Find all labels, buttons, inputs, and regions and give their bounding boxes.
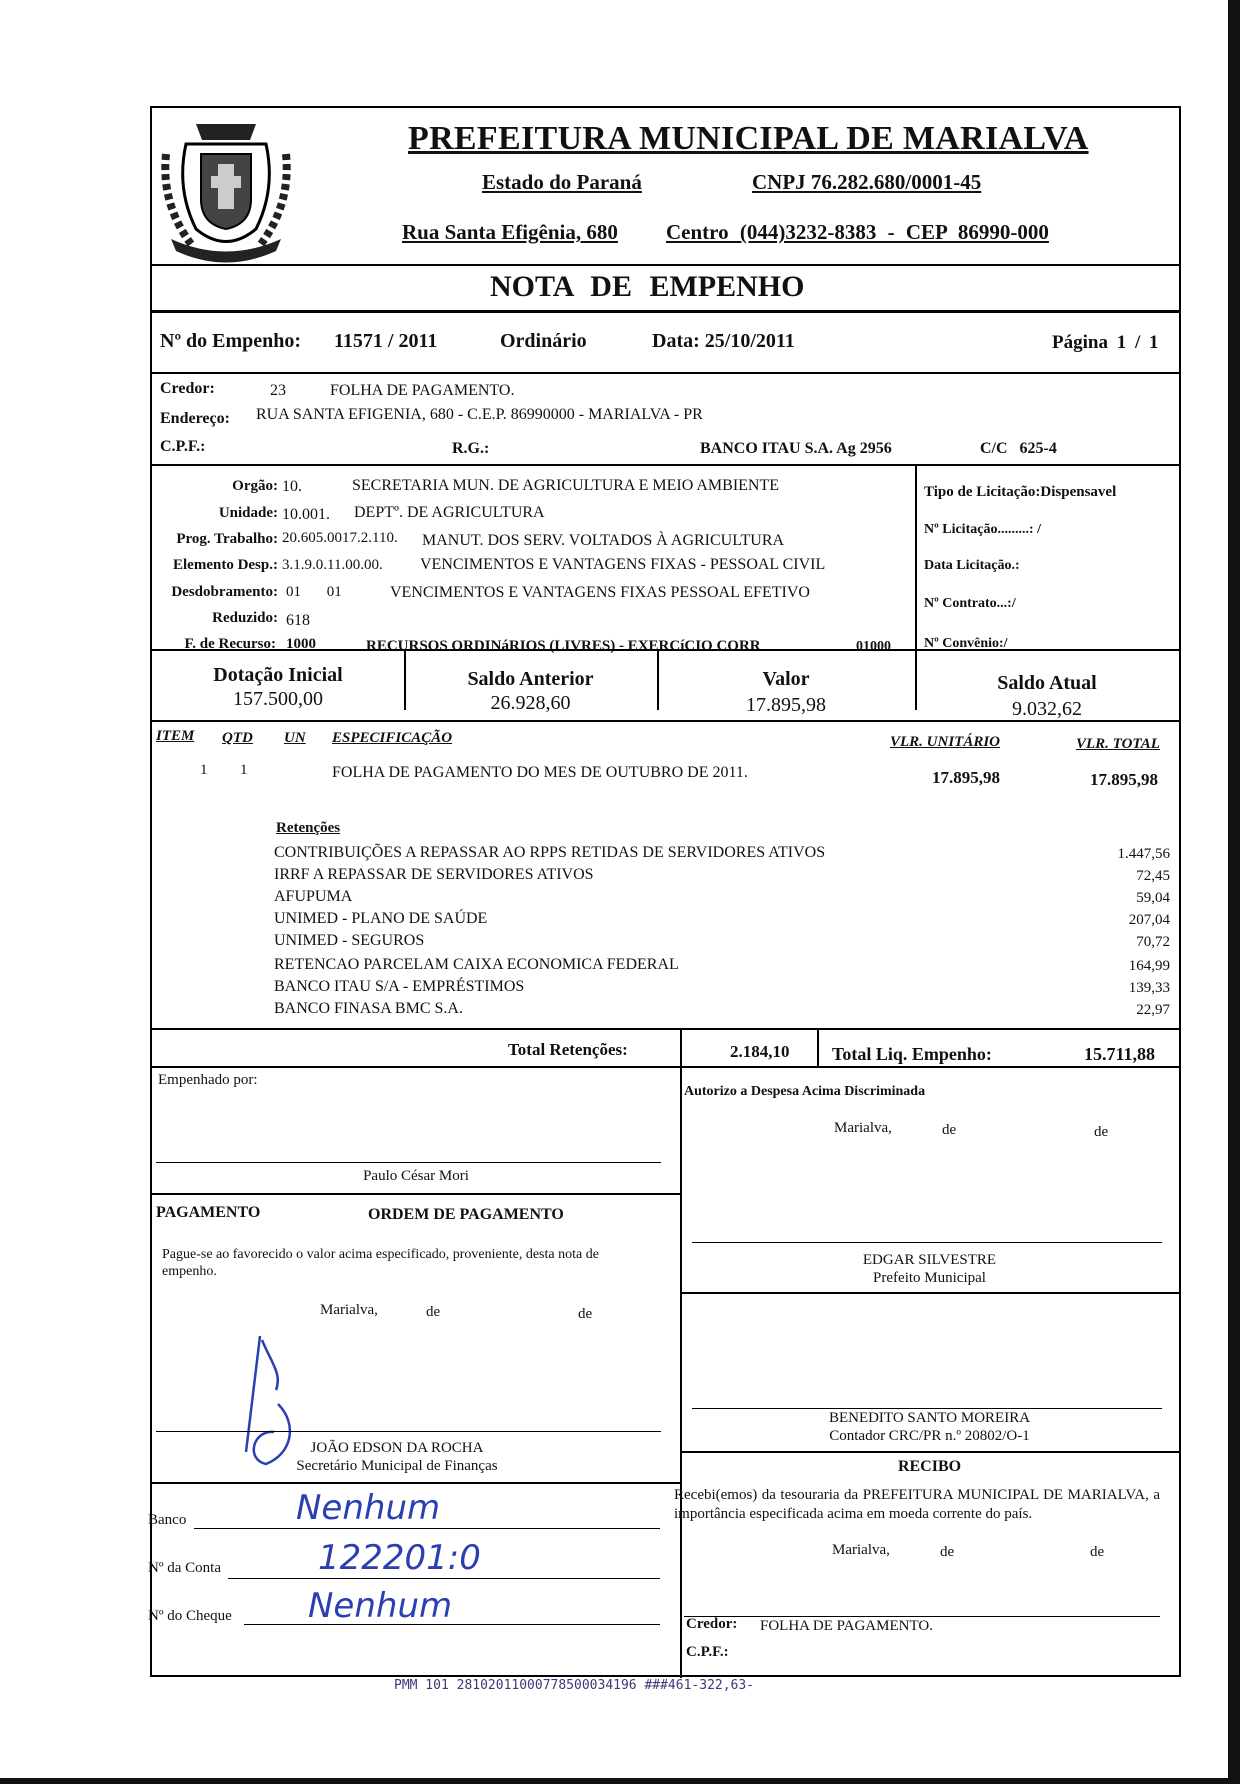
dotacao-label: Dotação Inicial — [213, 664, 343, 686]
divider — [152, 264, 1179, 266]
item-spec: FOLHA DE PAGAMENTO DO MES DE OUTUBRO DE 2011. — [332, 764, 748, 781]
empenho-date: Data: 25/10/2011 — [652, 330, 795, 352]
elemento-name: VENCIMENTOS E VANTAGENS FIXAS - PESSOAL CIVIL — [420, 556, 826, 573]
credor-name: FOLHA DE PAGAMENTO. — [330, 382, 515, 399]
reduzido-code: 618 — [286, 612, 310, 629]
marialva-label: Marialva, — [832, 1542, 890, 1558]
signature-line — [692, 1408, 1162, 1409]
recibo-cpf-label: C.P.F.: — [686, 1644, 729, 1660]
unidade-label: Unidade: — [218, 505, 278, 521]
divider — [680, 1028, 682, 1678]
empenho-type: Ordinário — [500, 330, 587, 352]
address-text: Rua Santa Efigênia, 680 — [402, 220, 618, 244]
divider — [680, 1292, 1179, 1294]
banco-line[interactable] — [194, 1528, 660, 1529]
banco-handwritten: Nenhum — [296, 1488, 441, 1528]
prefeito-name: EDGAR SILVESTRE — [862, 1252, 997, 1268]
total-liquido-label: Total Liq. Empenho: — [832, 1044, 992, 1064]
recibo-credor-label: Credor: — [686, 1616, 738, 1632]
recibo-title: RECIBO — [897, 1458, 962, 1475]
orgao-label: Orgão: — [232, 478, 278, 494]
col-header-un: UN — [284, 730, 306, 746]
contact-text: Centro (044)3232-8383 - CEP 86990-000 — [666, 220, 1049, 244]
reduzido-label: Reduzido: — [212, 610, 278, 626]
elemento-code: 3.1.9.0.11.00.00. — [282, 557, 383, 573]
credor-code: 23 — [270, 382, 286, 399]
banco-label: Banco — [148, 1512, 187, 1528]
de-label: de — [1094, 1124, 1109, 1140]
orgao-name: SECRETARIA MUN. DE AGRICULTURA E MEIO AMBIENTE — [352, 477, 780, 494]
divider — [817, 1028, 819, 1066]
footer-stamp: PMM 101 28102011000778500034196 ###461-322,63- — [394, 1678, 755, 1693]
de-label: de — [426, 1304, 441, 1320]
unidade-name: DEPTº. DE AGRICULTURA — [354, 504, 545, 521]
data-licitacao: Data Licitação.: — [924, 558, 1020, 573]
retencoes-title: Retenções — [276, 820, 341, 836]
marialva-label: Marialva, — [834, 1120, 892, 1136]
total-retencoes-value: 2.184,10 — [730, 1042, 790, 1061]
retencao-desc: CONTRIBUIÇÕES A REPASSAR AO RPPS RETIDAS DE SERVIDORES ATIVOS — [274, 844, 826, 861]
col-header-unit-value: VLR. UNITÁRIO — [890, 734, 1001, 750]
bank-info: BANCO ITAU S.A. Ag 2956 — [700, 440, 892, 457]
crest-icon — [156, 114, 296, 264]
rg-label: R.G.: — [452, 440, 490, 457]
signature-line — [684, 1616, 1160, 1617]
saldo-anterior-value: 26.928,60 — [490, 692, 571, 714]
pagamento-label: PAGAMENTO — [156, 1204, 261, 1221]
retencao-value: 139,33 — [1128, 980, 1170, 996]
recibo-text: Recebi(emos) da tesouraria da PREFEITURA MUNICIPAL DE MARIALVA, a importância especificada acima em moeda corrente do país. — [674, 1487, 1160, 1522]
page-title: PREFEITURA MUNICIPAL DE MARIALVA — [408, 120, 1089, 157]
de-label: de — [940, 1544, 955, 1560]
divider — [152, 1066, 1179, 1068]
col-header-item: ITEM — [156, 728, 195, 744]
recibo-credor-name: FOLHA DE PAGAMENTO. — [760, 1618, 933, 1634]
desdobramento-label: Desdobramento: — [171, 584, 278, 600]
orgao-code: 10. — [282, 478, 302, 495]
credor-label: Credor: — [160, 380, 215, 397]
retencao-desc: RETENCAO PARCELAM CAIXA ECONOMICA FEDERAL — [274, 956, 679, 973]
saldo-anterior-label: Saldo Anterior — [467, 668, 594, 690]
de-label: de — [942, 1122, 957, 1138]
retencao-value: 72,45 — [1136, 868, 1170, 884]
retencao-desc: UNIMED - SEGUROS — [274, 932, 425, 949]
signature-line — [156, 1162, 661, 1163]
unidade-code: 10.001. — [282, 506, 330, 523]
tipo-licitacao: Tipo de Licitação:Dispensavel — [924, 484, 1117, 500]
divider — [152, 1028, 1179, 1030]
divider — [915, 464, 917, 649]
col-header-total-value: VLR. TOTAL — [1076, 736, 1160, 752]
fonte-number: 01000 — [856, 639, 891, 654]
retencao-value: 22,97 — [1136, 1002, 1170, 1018]
retencao-desc: UNIMED - PLANO DE SAÚDE — [274, 910, 488, 927]
empenho-num-label: Nº do Empenho: — [160, 330, 302, 352]
retencao-desc: AFUPUMA — [274, 888, 353, 905]
elemento-label: Elemento Desp.: — [173, 557, 278, 573]
col-header-qtd: QTD — [222, 730, 253, 746]
divider — [152, 310, 1179, 313]
fonte-code: 1000 — [286, 636, 316, 652]
desdobramento-name: VENCIMENTOS E VANTAGENS FIXAS PESSOAL EFETIVO — [390, 584, 810, 601]
retencao-value: 1.447,56 — [1117, 846, 1170, 862]
state-text: Estado do Paraná — [482, 170, 642, 194]
secretario-role: Secretário Municipal de Finanças — [296, 1458, 498, 1474]
item-qty: 1 — [240, 762, 248, 778]
ordem-pagamento-title: ORDEM DE PAGAMENTO — [368, 1206, 564, 1223]
retencao-value: 207,04 — [1128, 912, 1170, 928]
valor-label: Valor — [762, 668, 810, 690]
valor-value: 17.895,98 — [746, 694, 826, 716]
empenho-num: 11571 / 2011 — [334, 330, 438, 352]
prog-code: 20.605.0017.2.110. — [282, 530, 398, 546]
contador-role: Contador CRC/PR n.º 20802/O-1 — [829, 1428, 1030, 1444]
de-label: de — [578, 1306, 593, 1322]
divider — [152, 649, 1179, 651]
num-contrato: Nº Contrato...:/ — [924, 596, 1016, 611]
contador-name: BENEDITO SANTO MOREIRA — [828, 1410, 1031, 1426]
prefeito-role: Prefeito Municipal — [873, 1270, 986, 1286]
prog-label: Prog. Trabalho: — [176, 531, 278, 547]
prog-name: MANUT. DOS SERV. VOLTADOS À AGRICULTURA — [422, 532, 785, 549]
col-header-spec: ESPECIFICAÇÃO — [332, 730, 453, 746]
item-total-value: 17.895,98 — [1090, 770, 1158, 789]
cheque-label: Nº do Cheque — [148, 1608, 232, 1624]
divider — [152, 372, 1179, 374]
conta-line[interactable] — [228, 1578, 660, 1579]
pague-text: Pague-se ao favorecido o valor acima especificado, proveniente, desta nota de empenho. — [162, 1247, 599, 1279]
dotacao-value: 157.500,00 — [233, 688, 323, 710]
cpf-label: C.P.F.: — [160, 438, 206, 455]
doc-title: NOTA DE EMPENHO — [490, 270, 805, 303]
item-number: 1 — [200, 762, 208, 778]
num-licitacao: Nº Licitação.........: / — [924, 522, 1041, 537]
retencao-value: 59,04 — [1136, 890, 1170, 906]
signature-line — [692, 1242, 1162, 1243]
de-label: de — [1090, 1544, 1105, 1560]
empenhado-label: Empenhado por: — [158, 1072, 258, 1088]
scan-edge-right — [1228, 0, 1240, 1784]
conta-handwritten: 122201:0 — [318, 1538, 481, 1578]
divider — [152, 720, 1179, 722]
saldo-atual-label: Saldo Atual — [997, 672, 1097, 694]
credor-address: RUA SANTA EFIGENIA, 680 - C.E.P. 86990000 - MARIALVA - PR — [256, 406, 703, 423]
num-convenio: Nº Convênio:/ — [924, 636, 1008, 651]
marialva-label: Marialva, — [320, 1302, 378, 1318]
item-unit-value: 17.895,98 — [932, 768, 1000, 787]
divider — [152, 464, 1179, 466]
fonte-name: RECURSOS ORDINáRIOS (LIVRES) - EXERCíCIO CORR — [366, 638, 761, 654]
retencao-desc: IRRF A REPASSAR DE SERVIDORES ATIVOS — [274, 866, 594, 883]
secretario-name: JOÃO EDSON DA ROCHA — [310, 1440, 484, 1456]
scan-edge-bottom — [0, 1778, 1240, 1784]
empenhado-name: Paulo César Mori — [363, 1168, 469, 1184]
conta-label: Nº da Conta — [148, 1560, 221, 1576]
page-number: Página 1 / 1 — [1052, 332, 1159, 353]
divider — [152, 1482, 680, 1484]
retencao-desc: BANCO ITAU S/A - EMPRÉSTIMOS — [274, 978, 525, 995]
saldo-atual-value: 9.032,62 — [1012, 698, 1082, 720]
fonte-label: F. de Recurso: — [184, 636, 276, 652]
total-retencoes-label: Total Retenções: — [508, 1040, 628, 1059]
cnpj-text: CNPJ 76.282.680/0001-45 — [752, 170, 982, 194]
desdobramento-code: 01 01 — [286, 584, 342, 600]
retencao-value: 70,72 — [1136, 934, 1170, 950]
autorizo-text: Autorizo a Despesa Acima Discriminada — [684, 1084, 926, 1099]
cheque-handwritten: Nenhum — [308, 1586, 453, 1626]
total-liquido-value: 15.711,88 — [1084, 1044, 1156, 1064]
nota-de-empenho-form — [150, 106, 1181, 1677]
address-label: Endereço: — [160, 410, 230, 427]
divider — [680, 1451, 1179, 1453]
account-info: C/C 625-4 — [980, 440, 1057, 457]
divider — [152, 1193, 680, 1195]
signature-line — [156, 1431, 661, 1432]
retencao-value: 164,99 — [1128, 958, 1170, 974]
retencao-desc: BANCO FINASA BMC S.A. — [274, 1000, 463, 1017]
